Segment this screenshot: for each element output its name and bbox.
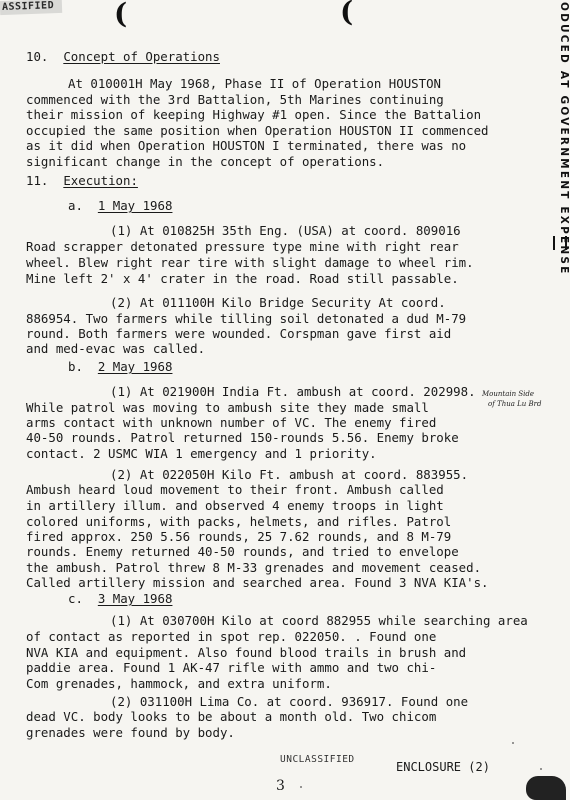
subsection-a-letter: a.: [68, 198, 83, 213]
entry-line: grenades were found by body.: [26, 725, 235, 740]
section-11-heading: [26, 174, 138, 188]
entry-line: (1) At 030700H Kilo at coord 882955 while searching area: [110, 613, 528, 628]
subsection-c-date: 3 May 1968: [97, 591, 173, 606]
section-10-line: occupied the same position when Operation HOUSTON II commenced: [26, 123, 489, 138]
classification-stamp: ASSIFIED: [0, 0, 62, 15]
binder-hole-mark-right: (: [340, 0, 354, 28]
section-10-line: At 010001H May 1968, Phase II of Operation HOUSTON: [68, 76, 441, 91]
enclosure-label: ENCLOSURE (2): [396, 760, 490, 774]
section-10-title: Concept of Operations: [63, 49, 220, 64]
entry-line: arms contact with unknown number of VC. The enemy fired: [26, 415, 437, 430]
entry-line: contact. 2 USMC WIA 1 emergency and 1 priority.: [26, 446, 377, 461]
entry-line: 40-50 rounds. Patrol returned 150-rounds 5.56. Enemy broke: [26, 430, 459, 445]
entry-line: of contact as reported in spot rep. 022050. . Found one: [26, 629, 437, 644]
entry-line: round. Both farmers were wounded. Corspman gave first aid: [26, 326, 452, 341]
ink-blot: [526, 776, 566, 800]
scan-speck: [512, 742, 514, 744]
entry-line: NVA KIA and equipment. Also found blood trails in brush and: [26, 645, 467, 660]
section-10-line: commenced with the 3rd Battalion, 5th Marines continuing: [26, 92, 444, 107]
entry-line: paddie area. Found 1 AK-47 rifle with ammo and two chi-: [26, 660, 437, 675]
entry-line: Ambush heard loud movement to their front. Ambush called: [26, 482, 444, 497]
subsection-a-heading: [68, 199, 172, 213]
section-11-number: 11.: [26, 173, 49, 188]
entry-line: dead VC. body looks to be about a month old. Two chicom: [26, 709, 437, 724]
entry-line: 886954. Two farmers while tilling soil detonated a dud M-79: [26, 311, 467, 326]
subsection-c-letter: c.: [68, 591, 83, 606]
section-10-heading: [26, 50, 220, 64]
section-10-line: as it did when Operation HOUSTON I terminated, there was no: [26, 138, 467, 153]
entry-line: and med-evac was called.: [26, 341, 206, 356]
subsection-a-date: 1 May 1968: [97, 198, 173, 213]
entry-line: in artillery illum. and observed 4 enemy troops in light: [26, 498, 444, 513]
entry-line: Called artillery mission and searched area. Found 3 NVA KIA's.: [26, 575, 489, 590]
section-10-line: their mission of keeping Highway #1 open. Since the Battalion: [26, 107, 482, 122]
handwritten-note: Mountain Side: [482, 390, 535, 398]
binder-hole-mark-left: (: [114, 0, 128, 30]
unclassified-stamp: UNCLASSIFIED: [280, 754, 355, 765]
entry-line: wheel. Blew right rear tire with slight damage to wheel rim.: [26, 255, 474, 270]
margin-bracket-mark: [553, 236, 567, 250]
scan-speck: [300, 786, 302, 788]
section-10-number: 10.: [26, 49, 49, 64]
entry-line: (1) At 010825H 35th Eng. (USA) at coord. 809016: [110, 223, 461, 238]
entry-line: Com grenades, hammock, and extra uniform.: [26, 676, 332, 691]
entry-line: rounds. Enemy returned 40-50 rounds, and tried to envelope: [26, 544, 459, 559]
subsection-b-date: 2 May 1968: [97, 359, 173, 374]
entry-line: colored uniforms, with packs, helmets, and rifles. Patrol: [26, 514, 452, 529]
handwritten-note: of Thua Lu Brd: [488, 400, 542, 408]
entry-line: (2) 031100H Lima Co. at coord. 936917. Found one: [110, 694, 469, 709]
subsection-b-heading: [68, 360, 172, 374]
entry-line: (2) At 022050H Kilo Ft. ambush at coord. 883955.: [110, 467, 469, 482]
entry-line: fired approx. 250 5.56 rounds, 25 7.62 rounds, and 8 M-79: [26, 529, 452, 544]
section-10-line: significant change in the concept of operations.: [26, 154, 385, 169]
entry-line: the ambush. Patrol threw 8 M-33 grenades and movement ceased.: [26, 560, 482, 575]
subsection-b-letter: b.: [68, 359, 83, 374]
entry-line: (1) At 021900H India Ft. ambush at coord. 202998.: [110, 384, 476, 399]
entry-line: Road scrapper detonated pressure type mine with right rear: [26, 239, 459, 254]
entry-line: Mine left 2' x 4' crater in the road. Road still passable.: [26, 271, 459, 286]
section-11-title: Execution:: [63, 173, 138, 188]
subsection-c-heading: [68, 592, 172, 606]
entry-line: (2) At 011100H Kilo Bridge Security At coord.: [110, 295, 446, 310]
government-expense-margin-note: ODUCED AT GOVERNMENT EXPENSE: [558, 2, 570, 276]
scan-speck: [540, 768, 542, 770]
page-number: 3: [276, 778, 285, 794]
entry-line: While patrol was moving to ambush site they made small: [26, 400, 429, 415]
